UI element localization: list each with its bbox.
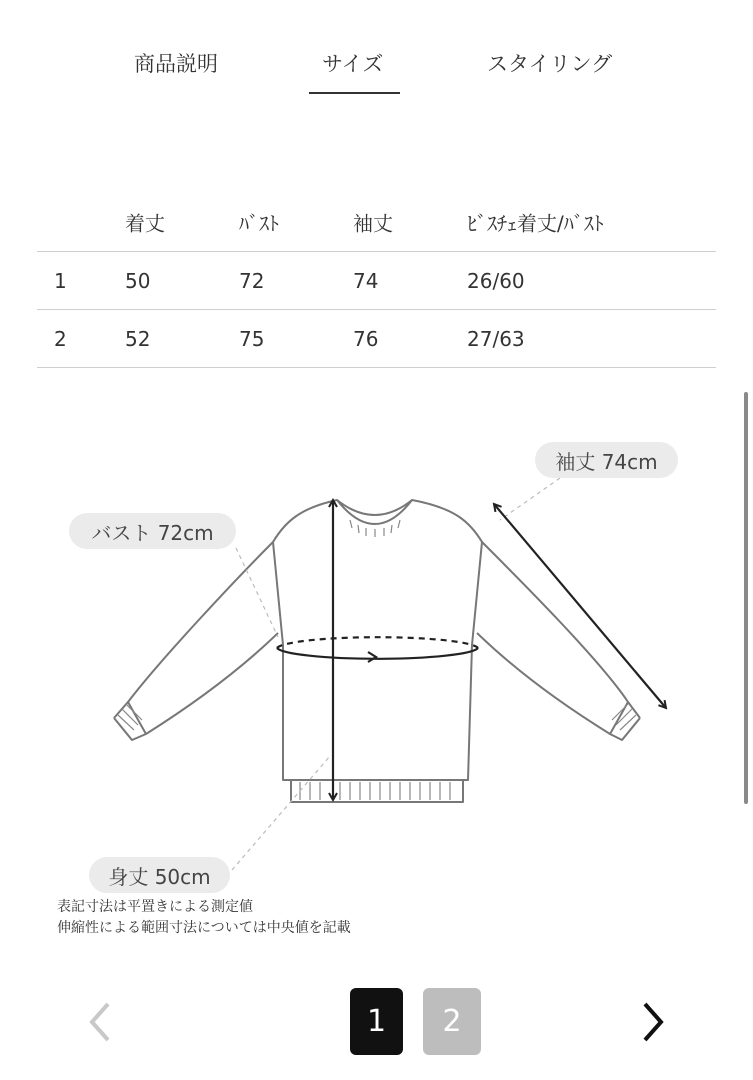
table-header-cell: 袖丈 <box>353 211 393 235</box>
table-cell: 50 <box>125 268 151 293</box>
tab-product-description[interactable]: 商品説明 <box>134 52 218 76</box>
table-cell: 74 <box>353 268 379 293</box>
page-button-2[interactable]: 2 <box>423 988 481 1055</box>
chevron-left-icon <box>80 996 120 1048</box>
table-cell: 52 <box>125 326 151 351</box>
next-page-button[interactable] <box>633 996 673 1048</box>
measurement-notes <box>57 897 351 939</box>
table-cell: 75 <box>239 326 265 351</box>
bust-label: バスト 72cm <box>69 513 236 549</box>
size-diagram <box>0 430 753 890</box>
table-cell: 26/60 <box>467 268 525 293</box>
chevron-right-icon <box>633 996 673 1048</box>
scrollbar[interactable] <box>744 392 748 804</box>
body-length-label: 身丈 50cm <box>89 857 230 893</box>
table-cell: 2 <box>54 326 67 351</box>
table-row <box>37 252 716 310</box>
sleeve-length-label: 袖丈 74cm <box>535 442 678 478</box>
tab-size[interactable]: サイズ <box>322 52 384 76</box>
prev-page-button[interactable] <box>80 996 120 1048</box>
size-table <box>37 192 716 368</box>
table-cell: 76 <box>353 326 379 351</box>
table-row <box>37 310 716 368</box>
table-header-cell: ﾋﾞｽﾁｪ着丈/ﾊﾞｽﾄ <box>467 211 604 235</box>
active-tab-indicator <box>309 92 400 94</box>
table-header-cell: ﾊﾞｽﾄ <box>239 211 279 235</box>
page-button-1[interactable]: 1 <box>350 988 403 1055</box>
table-header-cell: 着丈 <box>125 211 165 235</box>
table-cell: 72 <box>239 268 265 293</box>
table-cell: 1 <box>54 268 67 293</box>
note-line: 表記寸法は平置きによる測定値 <box>57 899 253 915</box>
note-line: 伸縮性による範囲寸法については中央値を記載 <box>57 920 351 936</box>
tab-styling[interactable]: スタイリング <box>487 52 613 76</box>
table-cell: 27/63 <box>467 326 525 351</box>
sweater-illustration <box>0 430 753 890</box>
tab-bar <box>0 0 753 100</box>
table-header-row <box>37 192 716 252</box>
